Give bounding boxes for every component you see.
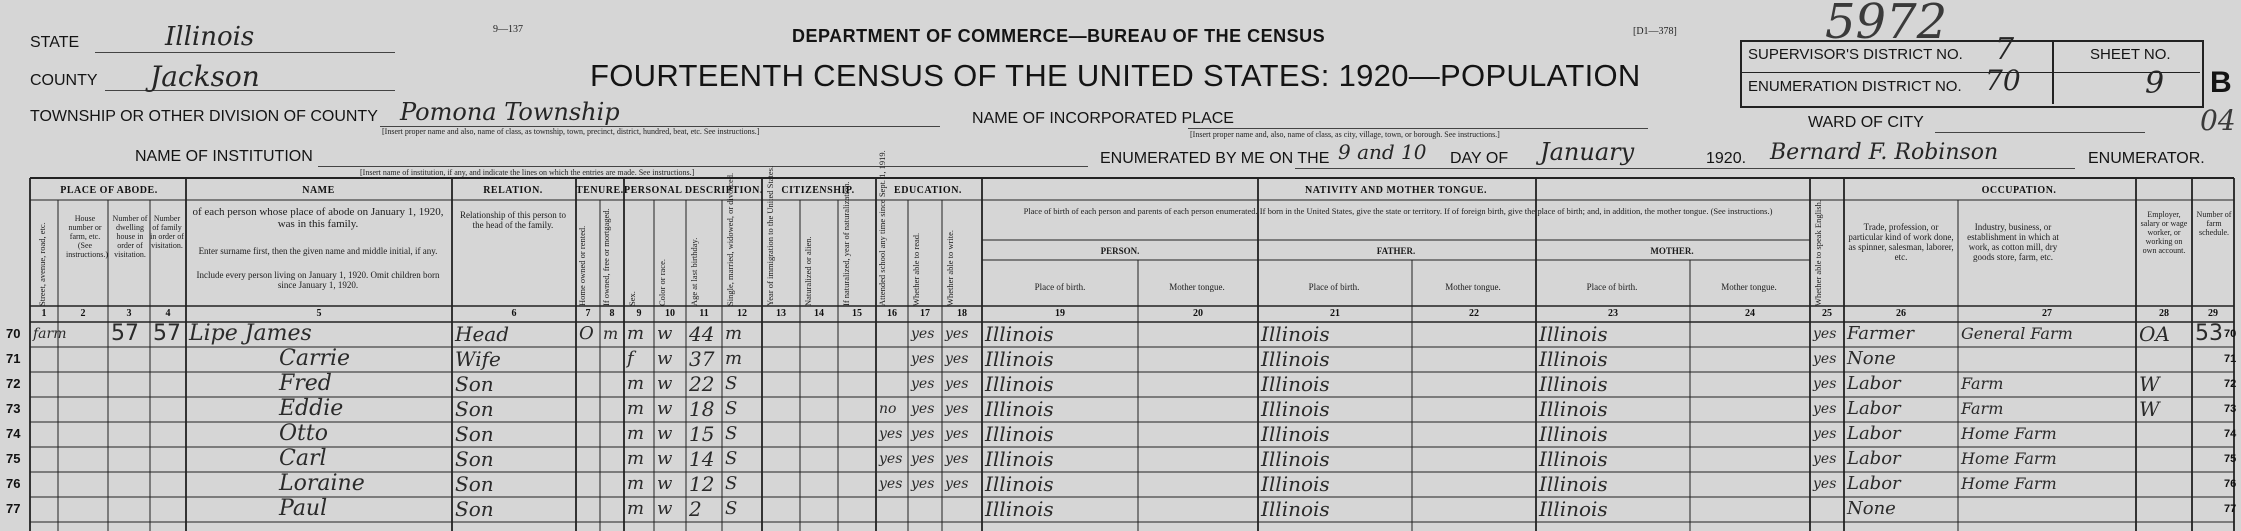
cell-race: w (657, 373, 673, 394)
county-value: Jackson (150, 60, 260, 93)
col6-header: Relationship of this person to the head of the family. (460, 210, 566, 230)
column-number: 13 (776, 308, 786, 319)
sheet-value: 9 (2145, 66, 2165, 101)
col26-header: Trade, profession, or particular kind of work done, as spinner, salesman, laborer, etc. (1848, 222, 1954, 262)
group-occupation: OCCUPATION. (1981, 185, 2057, 196)
ward-label: WARD OF CITY (1808, 114, 1924, 131)
cell-age: 44 (689, 322, 715, 346)
col9-header: Sex. (627, 291, 637, 306)
line-number-right: 72 (2224, 378, 2237, 390)
col10-header: Color or race. (657, 259, 667, 306)
column-number: 27 (2042, 308, 2052, 319)
cell-name: Loraine (279, 471, 365, 496)
column-number: 14 (814, 308, 824, 319)
cell-name: Otto (279, 421, 328, 446)
township-note: [Insert proper name and also, name of class, as township, town, precinct, district, hundred, beat, etc. See instructions.] (382, 127, 760, 136)
cell-read: yes (911, 376, 935, 392)
father-header: FATHER. (1376, 246, 1416, 256)
cell-relation: Son (455, 472, 494, 496)
line-number: 75 (6, 451, 21, 466)
col12-header: Single, married, widowed, or divorced. (725, 172, 735, 306)
ward-value: 04 (2200, 104, 2236, 137)
col25-header: Whether able to speak English. (1813, 200, 1823, 306)
col7-header: Home owned or rented. (577, 225, 587, 306)
day-of-label: DAY OF (1450, 150, 1509, 167)
column-number: 11 (699, 308, 709, 319)
enumeration-value: 70 (1985, 64, 2021, 97)
column-number: 16 (887, 308, 897, 319)
cell-pob-f: Illinois (1261, 397, 1330, 421)
group-abode: PLACE OF ABODE. (60, 185, 158, 196)
cell-pob-m: Illinois (1539, 322, 1608, 346)
column-number: 15 (852, 308, 862, 319)
cell-write: yes (945, 451, 969, 467)
cell-read: yes (911, 351, 935, 367)
col14-header: Naturalized or alien. (803, 236, 813, 306)
col5-header-a: of each person whose place of abode on January 1, 1920, was in this family. (192, 206, 444, 230)
cell-pob-f: Illinois (1261, 322, 1330, 346)
column-number: 28 (2159, 308, 2169, 319)
cell-english: yes (1813, 426, 1837, 442)
column-number: 6 (511, 308, 517, 319)
column-number: 4 (165, 308, 171, 319)
cell-pob: Illinois (985, 472, 1054, 496)
month-value: January (1540, 138, 1635, 166)
cell-marital: S (725, 473, 738, 494)
cell-pob-m: Illinois (1539, 472, 1608, 496)
cell-race: w (657, 448, 673, 469)
cell-sex: m (627, 398, 645, 419)
cell-pob: Illinois (985, 422, 1054, 446)
column-number: 10 (665, 308, 675, 319)
column-number: 24 (1745, 308, 1755, 319)
group-citizenship: CITIZENSHIP. (781, 185, 855, 196)
line-number: 70 (6, 326, 21, 341)
cell-pob: Illinois (985, 397, 1054, 421)
enumerated-days: 9 and 10 (1338, 140, 1427, 164)
cell-pob-m: Illinois (1539, 497, 1608, 521)
cell-relation: Head (455, 322, 510, 346)
cell-write: yes (945, 351, 969, 367)
cell-industry: Home Farm (1961, 449, 2057, 468)
cell-name: Paul (279, 496, 328, 521)
cell-name: Carl (279, 446, 327, 471)
cell-pob-m: Illinois (1539, 347, 1608, 371)
col5-header-c: Include every person living on January 1, 1920. Omit children born since January 1, 1920. (196, 270, 440, 290)
cell-age: 12 (689, 472, 715, 496)
cell-class: W (2139, 372, 2160, 396)
cell-street: farm (33, 326, 67, 342)
cell-race: w (657, 323, 673, 344)
enumerator-label: ENUMERATOR. (2088, 150, 2205, 167)
cell-industry: Home Farm (1961, 474, 2057, 493)
cell-marital: S (725, 448, 738, 469)
cell-pob-f: Illinois (1261, 447, 1330, 471)
col29-header: Number of farm schedule. (2196, 210, 2232, 237)
enumerated-label: ENUMERATED BY ME ON THE (1100, 150, 1330, 167)
cell-sex: m (627, 323, 645, 344)
cell-sex: m (627, 373, 645, 394)
cell-marital: S (725, 423, 738, 444)
line-number-right: 77 (2224, 503, 2237, 515)
column-number: 12 (737, 308, 747, 319)
col5-header-b: Enter surname first, then the given name and middle initial, if any. (198, 246, 438, 256)
township-label: TOWNSHIP OR OTHER DIVISION OF COUNTY (30, 108, 378, 125)
cell-trade: Labor (1847, 373, 1901, 394)
cell-marital: m (725, 323, 743, 344)
cell-pob-f: Illinois (1261, 422, 1330, 446)
line-number: 73 (6, 401, 21, 416)
cell-english: yes (1813, 376, 1837, 392)
nativity-instructions: Place of birth of each person and parents of each person enumerated. If born in the United States, give the state or territory. If of foreign birth, give the place of birth; and, in addition, the mother tongue. (See instructions.) (1023, 206, 1773, 216)
cell-class: W (2139, 397, 2160, 421)
cell-read: yes (911, 476, 935, 492)
col17-header: Whether able to read. (911, 232, 921, 306)
col3-header: Number of dwelling house in order of visitation. (112, 214, 148, 259)
cell-industry: Home Farm (1961, 424, 2057, 443)
column-number: 22 (1469, 308, 1479, 319)
cell-pob-m: Illinois (1539, 422, 1608, 446)
col27-header: Industry, business, or establishment in which at work, as cotton mill, dry goods store, farm, etc. (1967, 222, 2059, 262)
mother-header: MOTHER. (1650, 246, 1694, 256)
column-number: 2 (80, 308, 86, 319)
cell-sex: f (627, 348, 634, 369)
cell-industry: General Farm (1961, 324, 2073, 343)
cell-write: yes (945, 401, 969, 417)
cell-sex: m (627, 448, 645, 469)
column-number: 8 (609, 308, 615, 319)
cell-age: 15 (689, 422, 715, 446)
cell-age: 18 (689, 397, 715, 421)
line-number-right: 71 (2224, 353, 2237, 365)
column-number: 18 (957, 308, 967, 319)
cell-pob-f: Illinois (1261, 497, 1330, 521)
cell-pob: Illinois (985, 497, 1054, 521)
column-number: 29 (2208, 308, 2218, 319)
line-number: 71 (6, 351, 21, 366)
cell-write: yes (945, 326, 969, 342)
cell-relation: Son (455, 422, 494, 446)
column-number: 1 (41, 308, 47, 319)
cell-read: yes (911, 426, 935, 442)
cell-industry: Farm (1961, 399, 2004, 418)
cell-relation: Son (455, 372, 494, 396)
line-number-right: 73 (2224, 403, 2237, 415)
state-value: Illinois (165, 22, 255, 52)
cell-relation: Wife (455, 347, 501, 371)
cell-race: w (657, 473, 673, 494)
cell-race: w (657, 498, 673, 519)
cell-pob-f: Illinois (1261, 372, 1330, 396)
col1-header: Street, avenue, road, etc. (37, 222, 47, 306)
cell-family: 57 (153, 321, 181, 346)
cell-marital: S (725, 373, 738, 394)
state-label: STATE (30, 34, 80, 51)
line-number-right: 76 (2224, 478, 2237, 490)
cell-english: yes (1813, 326, 1837, 342)
institution-label: NAME OF INSTITUTION (135, 148, 313, 165)
incorporated-label: NAME OF INCORPORATED PLACE (972, 110, 1234, 127)
sheet-letter: B (2210, 66, 2232, 99)
cell-mort: m (603, 324, 619, 343)
cell-industry: Farm (1961, 374, 2004, 393)
county-label: COUNTY (30, 72, 98, 89)
column-number: 9 (636, 308, 642, 319)
column-number: 20 (1193, 308, 1203, 319)
cell-english: yes (1813, 476, 1837, 492)
cell-trade: Labor (1847, 398, 1901, 419)
cell-sex: m (627, 423, 645, 444)
cell-relation: Son (455, 397, 494, 421)
cell-pob: Illinois (985, 322, 1054, 346)
col16-header: Attended school any time since Sept. 1, 1919. (877, 150, 887, 306)
year-value: 1920. (1706, 150, 1747, 167)
department-title: DEPARTMENT OF COMMERCE—BUREAU OF THE CENSUS (792, 26, 1326, 46)
col4-header: Number of family in order of visitation. (150, 214, 184, 250)
cell-pob-m: Illinois (1539, 372, 1608, 396)
cell-trade: Labor (1847, 448, 1901, 469)
cell-trade: None (1847, 348, 1896, 369)
line-number: 72 (6, 376, 21, 391)
column-number: 19 (1055, 308, 1065, 319)
cell-relation: Son (455, 497, 494, 521)
cell-trade: Labor (1847, 423, 1901, 444)
column-number: 7 (585, 308, 591, 319)
cell-write: yes (945, 476, 969, 492)
cell-owned: O (579, 323, 594, 344)
line-number-right: 75 (2224, 453, 2237, 465)
cell-race: w (657, 398, 673, 419)
cell-name: Fred (279, 371, 332, 396)
cell-age: 2 (689, 497, 702, 521)
group-nativity: NATIVITY AND MOTHER TONGUE. (1304, 185, 1488, 196)
col24-header: Mother tongue. (1721, 282, 1777, 292)
col18-header: Whether able to write. (945, 230, 955, 306)
page-title: FOURTEENTH CENSUS OF THE UNITED STATES: 1920—POPULATION (590, 58, 1641, 93)
group-relation: RELATION. (483, 185, 543, 196)
cell-school: yes (879, 451, 903, 467)
sheet-stamp: 5972 (1825, 0, 1948, 50)
institution-note: [Insert name of institution, if any, and indicate the lines on which the entries are made. See instructions.] (360, 168, 695, 177)
col21-header: Place of birth. (1308, 282, 1360, 292)
column-number: 3 (126, 308, 132, 319)
cell-read: yes (911, 401, 935, 417)
cell-pob-m: Illinois (1539, 447, 1608, 471)
cell-age: 14 (689, 447, 715, 471)
col20-header: Mother tongue. (1169, 282, 1225, 292)
column-number: 23 (1608, 308, 1618, 319)
col28-header: Employer, salary or wage worker, or working on own account. (2140, 210, 2188, 255)
supervisor-value: 7 (1995, 32, 2015, 67)
sheet-label: SHEET NO. (2090, 46, 2171, 63)
cell-farm: 53 (2195, 321, 2223, 346)
column-number: 17 (920, 308, 930, 319)
cell-pob: Illinois (985, 447, 1054, 471)
cell-trade: Labor (1847, 473, 1901, 494)
cell-english: yes (1813, 451, 1837, 467)
cell-marital: m (725, 348, 743, 369)
cell-pob: Illinois (985, 347, 1054, 371)
cell-race: w (657, 423, 673, 444)
cell-pob: Illinois (985, 372, 1054, 396)
supervisor-label: SUPERVISOR'S DISTRICT NO. (1748, 46, 1963, 63)
line-number: 77 (6, 501, 21, 516)
cell-class: OA (2139, 322, 2170, 346)
column-number: 25 (1822, 308, 1832, 319)
cell-age: 37 (689, 347, 715, 371)
cell-english: yes (1813, 401, 1837, 417)
cell-english: yes (1813, 351, 1837, 367)
cell-write: yes (945, 376, 969, 392)
cell-relation: Son (455, 447, 494, 471)
col2-header: House number or farm, etc. (See instructions.) (66, 214, 108, 259)
col22-header: Mother tongue. (1445, 282, 1501, 292)
col11-header: Age at last birthday. (689, 237, 699, 306)
cell-trade: Farmer (1847, 323, 1914, 344)
cell-read: yes (911, 326, 935, 342)
enumeration-label: ENUMERATION DISTRICT NO. (1748, 78, 1962, 95)
cell-race: w (657, 348, 673, 369)
column-number: 26 (1896, 308, 1906, 319)
cell-dwelling: 57 (111, 321, 139, 346)
cell-name: Lipe James (189, 321, 312, 346)
cell-pob-f: Illinois (1261, 347, 1330, 371)
group-personal: PERSONAL DESCRIPTION. (624, 185, 763, 196)
col8-header: If owned, free or mortgaged. (601, 208, 611, 306)
cell-name: Eddie (279, 396, 344, 421)
cell-pob-m: Illinois (1539, 397, 1608, 421)
cell-pob-f: Illinois (1261, 472, 1330, 496)
group-education: EDUCATION. (894, 185, 962, 196)
cell-school: yes (879, 426, 903, 442)
col13-header: Year of immigration to the United States. (765, 165, 775, 306)
cell-name: Carrie (279, 346, 351, 371)
line-number: 76 (6, 476, 21, 491)
cell-marital: S (725, 398, 738, 419)
incorporated-note: [Insert proper name and, also, name of class, as city, village, town, or borough. See instructions.] (1190, 130, 1500, 139)
cell-school: yes (879, 476, 903, 492)
col15-header: If naturalized, year of naturalization. (841, 181, 851, 306)
group-tenure: TENURE. (576, 185, 624, 196)
cell-write: yes (945, 426, 969, 442)
township-value: Pomona Township (400, 98, 620, 126)
cell-sex: m (627, 473, 645, 494)
cell-trade: None (1847, 498, 1896, 519)
form-number: 9—137 (493, 24, 523, 35)
enumerator-value: Bernard F. Robinson (1770, 140, 1999, 165)
line-number: 74 (6, 426, 21, 441)
person-header: PERSON. (1100, 246, 1140, 256)
form-code: [D1—378] (1633, 26, 1677, 37)
column-number: 5 (316, 308, 322, 319)
line-number-right: 70 (2224, 328, 2237, 340)
cell-marital: S (725, 498, 738, 519)
col19-header: Place of birth. (1034, 282, 1086, 292)
group-name: NAME (302, 185, 335, 196)
cell-read: yes (911, 451, 935, 467)
line-number-right: 74 (2224, 428, 2237, 440)
cell-age: 22 (689, 372, 715, 396)
cell-sex: m (627, 498, 645, 519)
column-number: 21 (1330, 308, 1340, 319)
cell-school: no (879, 401, 897, 417)
col23-header: Place of birth. (1586, 282, 1638, 292)
